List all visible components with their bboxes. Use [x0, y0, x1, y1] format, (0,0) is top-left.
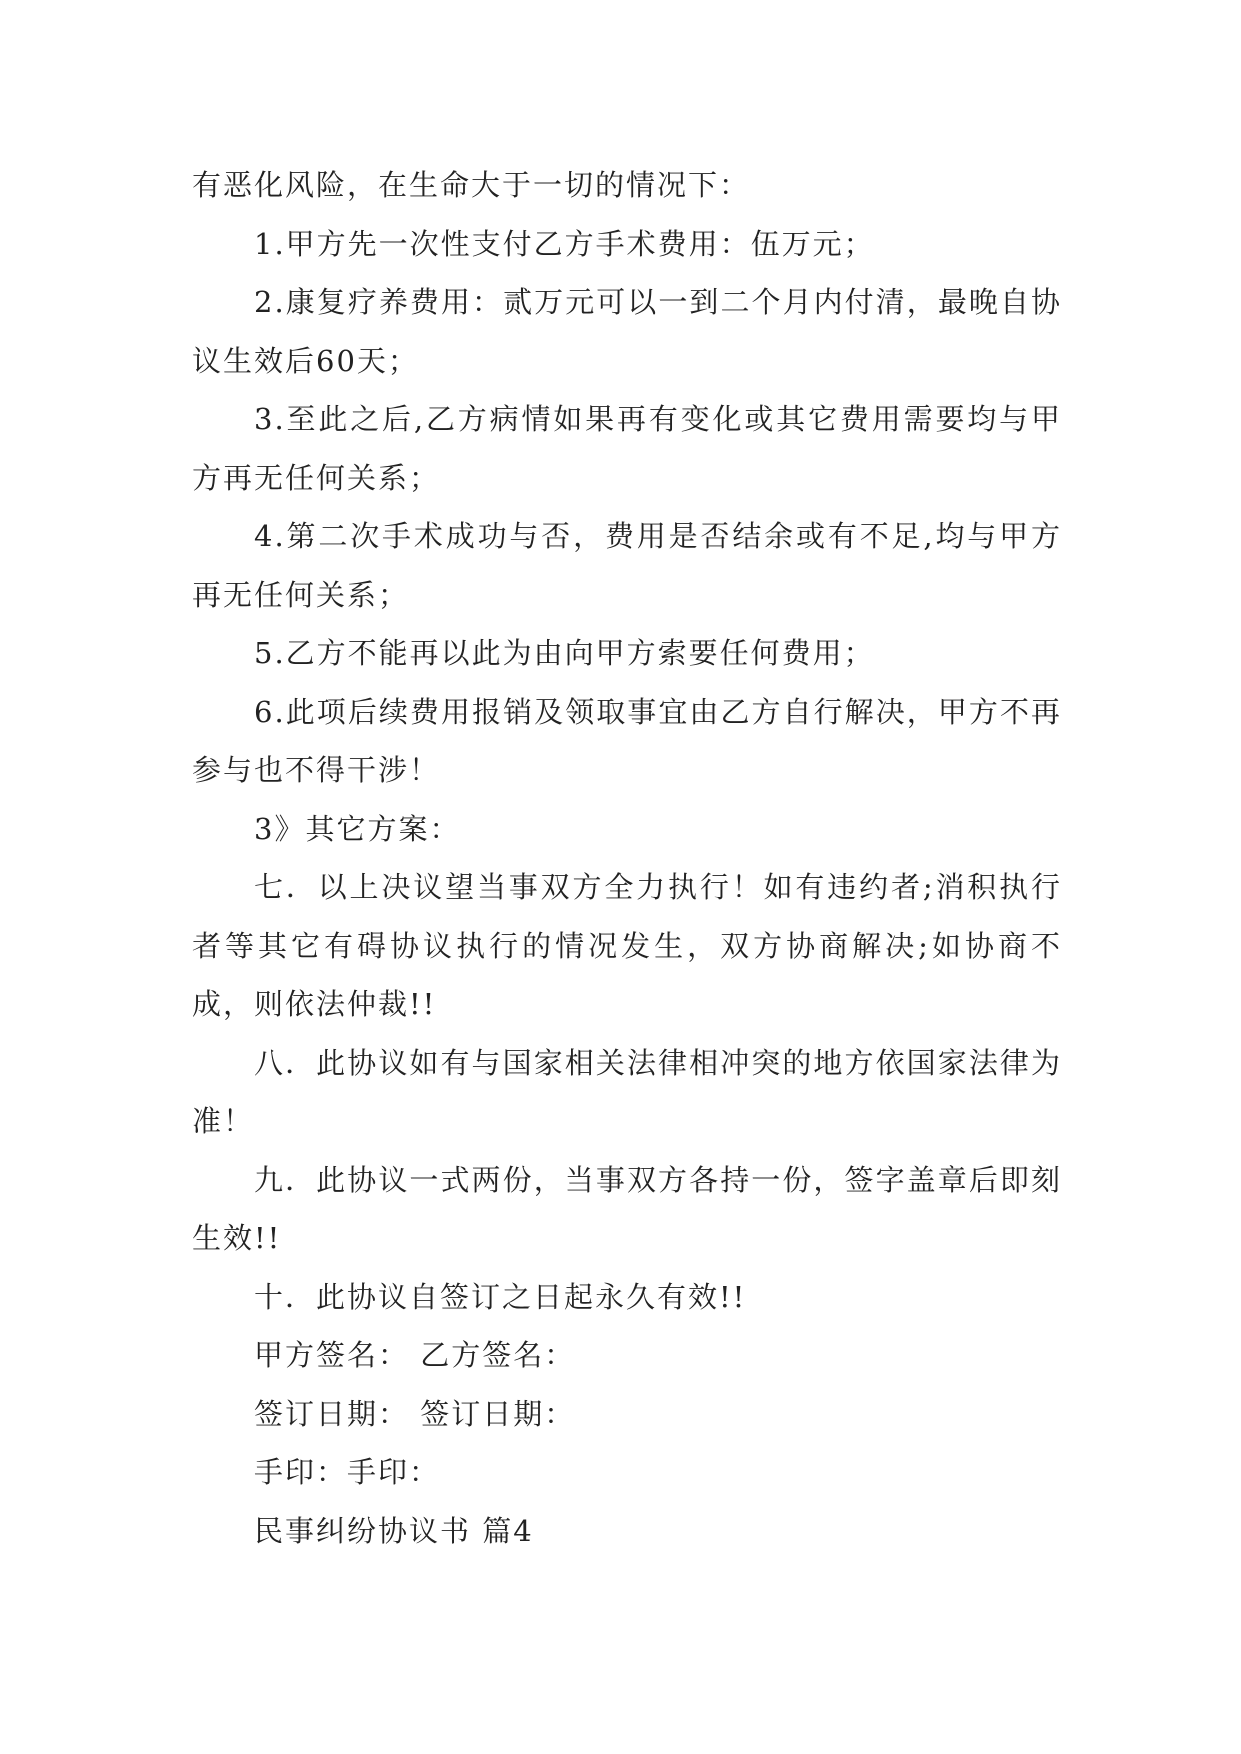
- paragraph-other-plans: 3》其它方案：: [254, 811, 461, 846]
- paragraph-item-5: 5.乙方不能再以此为由向甲方索要任何费用；: [254, 636, 875, 670]
- paragraph-clause-7: 七．以上决议望当事双方全力执行！如有违约者;消积执行者等其它有碍协议执行的情况发生，双方协商解决;如协商不成，则依法仲裁!!: [192, 870, 1062, 1021]
- paragraph-item-1: 1.甲方先一次性支付乙方手术费用：伍万元；: [254, 226, 875, 261]
- signing-date-line: 签订日期： 签订日期：: [254, 1396, 576, 1431]
- paragraph-item-3: 3.至此之后,乙方病情如果再有变化或其它费用需要均与甲方再无任何关系；: [192, 402, 1062, 495]
- paragraph-clause-10: 十．此协议自签订之日起永久有效!!: [254, 1279, 747, 1314]
- document-body: [192, 156, 1062, 1560]
- paragraph-item-2: 2.康复疗养费用：贰万元可以一到二个月内付清，最晚自协议生效后60天；: [192, 285, 1062, 378]
- signature-line: 甲方签名： 乙方签名：: [254, 1338, 576, 1372]
- paragraph-continuation: 有恶化风险，在生命大于一切的情况下：: [192, 168, 751, 202]
- paragraph-clause-8: 八．此协议如有与国家相关法律相冲突的地方依国家法律为准！: [192, 1045, 1062, 1138]
- section-heading: 民事纠纷协议书 篇4: [254, 1513, 534, 1548]
- paragraph-item-4: 4.第二次手术成功与否，费用是否结余或有不足,均与甲方再无任何关系；: [192, 519, 1062, 612]
- paragraph-item-6: 6.此项后续费用报销及领取事宜由乙方自行解决，甲方不再参与也不得干涉！: [192, 694, 1062, 787]
- fingerprint-line: 手印：手印：: [254, 1455, 441, 1489]
- paragraph-clause-9: 九．此协议一式两份，当事双方各持一份，签字盖章后即刻生效!!: [192, 1162, 1062, 1255]
